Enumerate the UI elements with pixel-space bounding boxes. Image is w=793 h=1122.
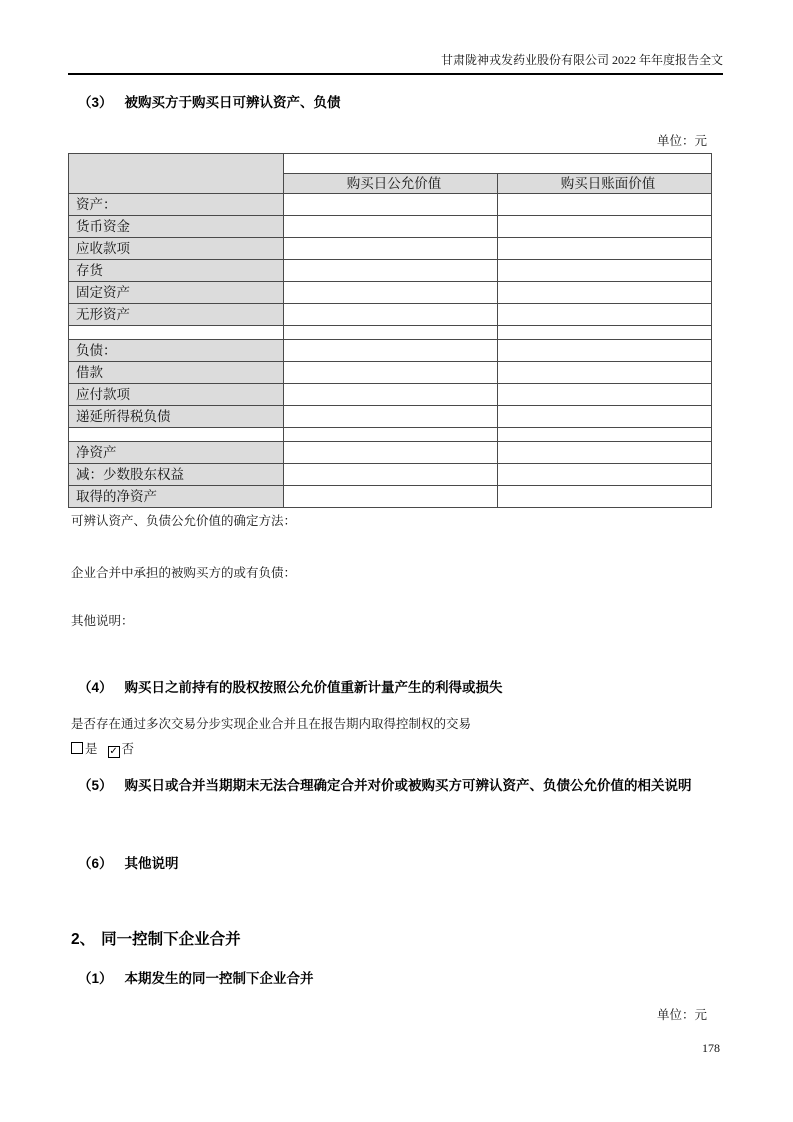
section4-title: 购买日之前持有的股权按照公允价值重新计量产生的利得或损失: [124, 680, 503, 695]
table-row: [69, 194, 712, 216]
row-label-cell: 借款: [69, 362, 284, 384]
checkbox-option-checked[interactable]: [108, 741, 135, 758]
header-divider: [68, 73, 723, 75]
row-label-cell: 固定资产: [69, 282, 284, 304]
table-row: [69, 282, 712, 304]
column-header-fair-value: 购买日公允价值: [284, 174, 498, 194]
section5-heading: [78, 778, 692, 794]
row-value-cell: [284, 464, 498, 486]
sub1-number: （1）: [78, 971, 113, 986]
table-row: [69, 238, 712, 260]
table-top-strip-cell: [284, 154, 712, 174]
checkbox-label: 是: [85, 742, 98, 756]
row-value-cell: [284, 238, 498, 260]
row-value-cell: [498, 216, 712, 238]
sub1-title: 本期发生的同一控制下企业合并: [124, 971, 314, 986]
row-value-cell: [498, 406, 712, 428]
row-value-cell: [284, 442, 498, 464]
row-value-cell: [498, 428, 712, 442]
row-value-cell: [498, 304, 712, 326]
row-value-cell: [498, 384, 712, 406]
row-value-cell: [284, 384, 498, 406]
table-row: [69, 362, 712, 384]
note-fair-value-method: 可辨认资产、负债公允价值的确定方法：: [71, 514, 297, 528]
row-label-cell: 递延所得税负债: [69, 406, 284, 428]
row-label-cell: 无形资产: [69, 304, 284, 326]
row-value-cell: [498, 238, 712, 260]
chapter2-title: 同一控制下企业合并: [101, 931, 241, 948]
row-value-cell: [498, 442, 712, 464]
row-label-cell: 资产：: [69, 194, 284, 216]
row-value-cell: [498, 326, 712, 340]
row-value-cell: [284, 326, 498, 340]
row-value-cell: [284, 216, 498, 238]
table-row: [69, 384, 712, 406]
note-other-description: 其他说明：: [71, 614, 134, 628]
row-value-cell: [498, 260, 712, 282]
row-label-cell: 负债：: [69, 340, 284, 362]
balance-table-body: [69, 194, 712, 508]
row-value-cell: [498, 486, 712, 508]
chapter2-number: 2、: [71, 931, 96, 948]
table-row: [69, 260, 712, 282]
row-value-cell: [284, 282, 498, 304]
column-header-book-value: 购买日账面价值: [498, 174, 712, 194]
table-empty-row: [69, 326, 712, 340]
row-value-cell: [284, 486, 498, 508]
section3-heading: [78, 95, 341, 111]
row-label-cell: 应付款项: [69, 384, 284, 406]
row-value-cell: [284, 406, 498, 428]
row-value-cell: [498, 194, 712, 216]
table-row: [69, 216, 712, 238]
sub1-heading: [78, 971, 314, 987]
row-value-cell: [498, 362, 712, 384]
table-row: [69, 340, 712, 362]
row-value-cell: [284, 428, 498, 442]
chapter2-heading: [71, 931, 241, 949]
unit-label-top: 单位：元: [656, 134, 707, 148]
page-number: 178: [702, 1041, 720, 1055]
identifiable-assets-table: [68, 153, 712, 508]
row-label-cell: 净资产: [69, 442, 284, 464]
table-row: [69, 304, 712, 326]
section6-title: 其他说明: [124, 856, 179, 871]
page-header-title: 甘肃陇神戎发药业股份有限公司 2022 年年度报告全文: [440, 53, 723, 67]
unit-label-bottom: 单位：元: [656, 1008, 707, 1022]
row-label-cell: 应收款项: [69, 238, 284, 260]
yes-no-checkbox-group: [71, 741, 144, 758]
table-row: [69, 464, 712, 486]
section5-title: 购买日或合并当期期末无法合理确定合并对价或被购买方可辨认资产、负债公允价值的相关说明: [124, 778, 692, 793]
table-strip-row: [69, 154, 712, 174]
section4-number: （4）: [78, 680, 113, 695]
table-row: [69, 442, 712, 464]
row-value-cell: [284, 260, 498, 282]
row-label-cell: [69, 326, 284, 340]
row-label-cell: [69, 428, 284, 442]
row-label-cell: 取得的净资产: [69, 486, 284, 508]
row-value-cell: [284, 194, 498, 216]
checkbox-option-unchecked[interactable]: [71, 741, 98, 757]
table-corner-cell: [69, 154, 284, 194]
row-label-cell: 存货: [69, 260, 284, 282]
section3-title: 被购买方于购买日可辨认资产、负债: [124, 95, 341, 110]
checkbox-label: 否: [121, 742, 135, 756]
row-value-cell: [498, 464, 712, 486]
row-label-cell: 减：少数股东权益: [69, 464, 284, 486]
table-empty-row: [69, 428, 712, 442]
section6-number: （6）: [78, 856, 113, 871]
table-row: [69, 486, 712, 508]
section6-heading: [78, 856, 179, 872]
note-contingent-liabilities: 企业合并中承担的被购买方的或有负债：: [71, 566, 297, 580]
row-value-cell: [284, 340, 498, 362]
table-row: [69, 406, 712, 428]
unchecked-checkbox-icon: [71, 742, 83, 754]
row-label-cell: 货币资金: [69, 216, 284, 238]
row-value-cell: [498, 282, 712, 304]
section4-heading: [78, 680, 503, 696]
row-value-cell: [284, 362, 498, 384]
section3-number: （3）: [78, 95, 113, 110]
row-value-cell: [284, 304, 498, 326]
section5-number: （5）: [78, 778, 113, 793]
checked-checkbox-icon: ✓: [109, 746, 118, 757]
row-value-cell: [498, 340, 712, 362]
multi-step-transaction-question: 是否存在通过多次交易分步实现企业合并且在报告期内取得控制权的交易: [71, 717, 472, 731]
